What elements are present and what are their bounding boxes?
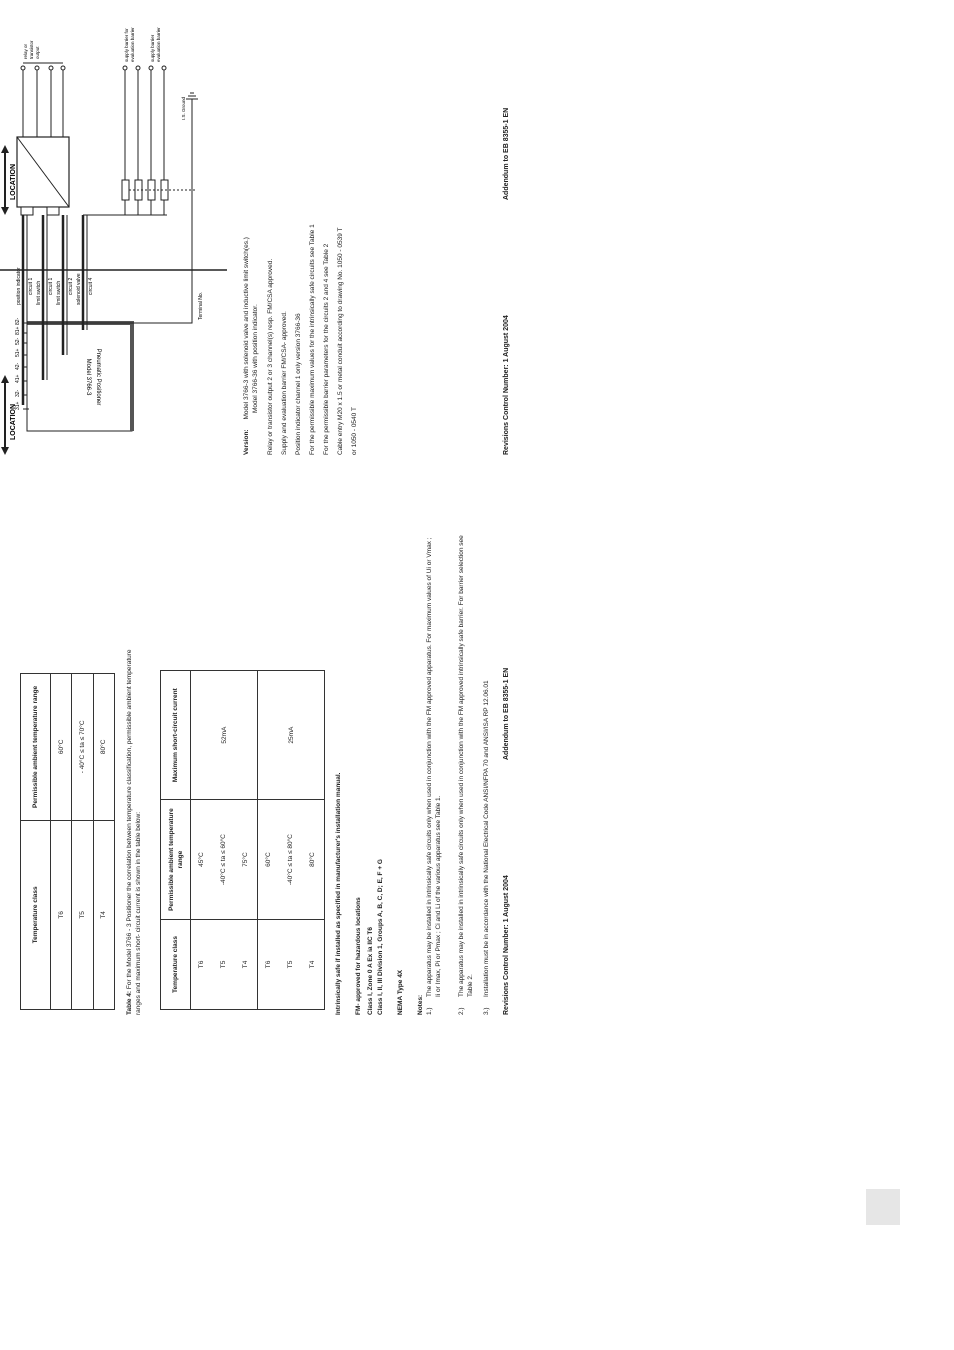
ground-label: I.S. Ground	[181, 96, 186, 120]
table4-header: Temperature class	[161, 919, 191, 1009]
terminal-label: 82-	[15, 317, 21, 325]
terminal-label: 41+	[15, 374, 21, 383]
table4-range: 75°C	[242, 852, 249, 867]
circuit-label: limit switch	[56, 280, 62, 305]
circuit-label: solenoid valve	[76, 273, 82, 305]
table3-header: Temperature class	[21, 820, 51, 1009]
table4-class: T5	[220, 960, 227, 969]
table4-range-cell	[191, 800, 258, 920]
table3-cell: 80°C	[93, 674, 114, 821]
table3	[20, 673, 115, 1010]
note-2	[458, 535, 475, 1015]
table4-caption	[125, 635, 143, 1015]
rotated-spread	[0, 0, 513, 1015]
relay-label: transistor	[29, 40, 34, 59]
paragraph: For the permissible barrier parameters for the circuits 2 and 4 see Table 2	[323, 243, 330, 455]
note-number: 1.)	[426, 1007, 433, 1015]
table4-class-cell	[191, 919, 258, 1009]
table4-range: -40°C ≤ ta ≤ 60°C	[220, 834, 227, 886]
table4-range: 45°C	[198, 852, 205, 867]
table4-class: T5	[287, 960, 294, 969]
footer-revision: Revisions Control Number: 1 August 2004	[503, 315, 510, 455]
version-label: Version:	[243, 429, 250, 455]
circuit-label: limit switch	[36, 280, 42, 305]
supply-barrier-label: supply barrier	[150, 34, 155, 62]
paragraph: Position indicator channel 1 only version 3766-36	[295, 313, 302, 455]
fm-title: FM- approved for hazardous locations	[355, 897, 362, 1015]
wiring-diagram	[0, 0, 247, 455]
table4-class: T4	[242, 960, 249, 969]
table4-class: T6	[265, 960, 272, 969]
circuit-label: circuit 1	[28, 277, 34, 295]
table4-text: For the Model 3766 - 3 Positioner the correlation between temperature classification, permissible ambient temperature ranges and maximum short- circuit current is shown in the table below:	[126, 649, 142, 1015]
version-block	[243, 237, 250, 455]
nema-type: NEMA Type 4X	[397, 969, 404, 1015]
paragraph: or 1050 - 0540 T	[351, 407, 358, 455]
table4-label: Table 4:	[126, 990, 133, 1015]
note-text: The apparatus may be installed in intrinsically safe circuits only when used in conjunction with the FM approved intrinsically safe barrier. For barrier selection see Table 2.	[458, 535, 474, 997]
table3-cell: 60°C	[51, 674, 72, 821]
terminal-label: 31+	[15, 401, 21, 410]
note-3	[483, 535, 492, 1015]
table4-range: 80°C	[309, 852, 316, 867]
circuit-label: circuit 4	[88, 277, 94, 295]
table3-cell: T4	[93, 820, 114, 1009]
addendum-page-7	[0, 495, 513, 1015]
addendum-page-8	[0, 0, 513, 455]
version-text: Model 3766-3 with solenoid valve and inductive limit switch(es.)	[243, 237, 250, 420]
supply-barrier-label: evaluation barrier	[130, 27, 135, 62]
paragraph: Relay or transistor output 2 or 3 channel(s) resp. FM/CSA approved.	[267, 258, 274, 455]
terminal-no-label: Terminal No.	[198, 291, 204, 320]
table3-cell: T5	[72, 820, 93, 1009]
note-text: Installation must be in accordance with the National Electrical Code ANSI/NFPA 70 and ANSI/ISA RP 12.06.01	[483, 680, 490, 997]
table4-range: 60°C	[265, 852, 272, 867]
relay-label: relay or	[23, 43, 28, 59]
circuit-label: position indicator	[16, 267, 22, 305]
note-1	[426, 535, 443, 1015]
supply-barrier-label: evaluation barrier	[156, 27, 161, 62]
table4-current: 25mA	[258, 671, 325, 800]
footer-revision: Revisions Control Number: 1 August 2004	[503, 875, 510, 1015]
version-text-2: Model 3766-36 with position indicator.	[252, 304, 259, 413]
paragraph: Cable entry M20 x 1.5 or metal conduit according to drawing No. 1050 - 0539 T	[337, 227, 344, 455]
terminal-label: 42-	[15, 362, 21, 370]
table4-current: 52mA	[191, 671, 258, 800]
safe-label-2: LOCATION	[10, 163, 17, 200]
ground-icon	[186, 93, 198, 105]
hazardous-arrow	[1, 375, 9, 455]
notes-title: Notes:	[417, 994, 424, 1015]
table3-cell: - 40°C ≤ ta ≤ 70°C	[72, 674, 93, 821]
supply-barrier-label: supply barrier for	[124, 28, 129, 62]
class-zone: Class I, Zone 0 A Ex ia IIC T6	[367, 926, 374, 1015]
terminal-label: 51+	[15, 348, 21, 357]
table4-class: T4	[309, 960, 316, 969]
relay-label: output	[35, 46, 40, 59]
positioner-model: Model 3766-3	[85, 358, 91, 396]
table4-range-cell	[258, 800, 325, 920]
barrier-module	[17, 137, 69, 215]
terminal-label: 52-	[15, 337, 21, 345]
footer-addendum: Addendum to EB 8355-1 EN	[503, 107, 510, 200]
safe-arrow	[1, 145, 9, 215]
circuit-label: circuit 1	[48, 277, 54, 295]
positioner-name: Pneumatic Positioner	[95, 348, 101, 406]
footer-addendum: Addendum to EB 8355-1 EN	[503, 667, 510, 760]
note-number: 2.)	[458, 1007, 465, 1015]
table3-header: Permissible ambient temperature range	[21, 674, 51, 821]
table4-range: -40°C ≤ ta ≤ 80°C	[287, 834, 294, 886]
paragraph: Supply and evaluation barrier FM/CSA- approved.	[281, 311, 288, 455]
corner-tab	[866, 1189, 900, 1225]
note-number: 3.)	[483, 1007, 490, 1015]
table3-cell: T6	[51, 820, 72, 1009]
barrier-elements	[83, 66, 197, 215]
table4-class: T6	[198, 960, 205, 969]
note-text: The apparatus may be installed in intrinsically safe circuits only when used in conjunction with the FM approved apparatus. For maximum values of Ui or Vmax ; Ii or Imax, Pi or Pmax ; Ci and Li of the various apparatus see Table 1.	[426, 537, 442, 997]
table4-header: Permissible ambient temperature range	[161, 800, 191, 920]
hazardous-label-2: LOCATION	[10, 403, 17, 440]
intrinsic-safe-note: Intrinsically safe if installed as specified in manufacturer's installation manual.	[335, 772, 342, 1015]
circuit-label: circuit 2	[68, 277, 74, 295]
relay-outputs	[21, 63, 65, 137]
paragraph: For the permissible maximum values for the intrinsically safe circuits see Table 1	[309, 224, 316, 455]
table4-class-cell	[258, 919, 325, 1009]
table4	[160, 670, 325, 1010]
terminal-label: 32-	[15, 389, 21, 397]
terminal-label: 81+	[15, 326, 21, 335]
class-division: Class I, II, III Division 1, Groups A, B, C, D; E, F + G	[377, 859, 384, 1015]
table4-header: Maximum short-circuit current	[161, 671, 191, 800]
